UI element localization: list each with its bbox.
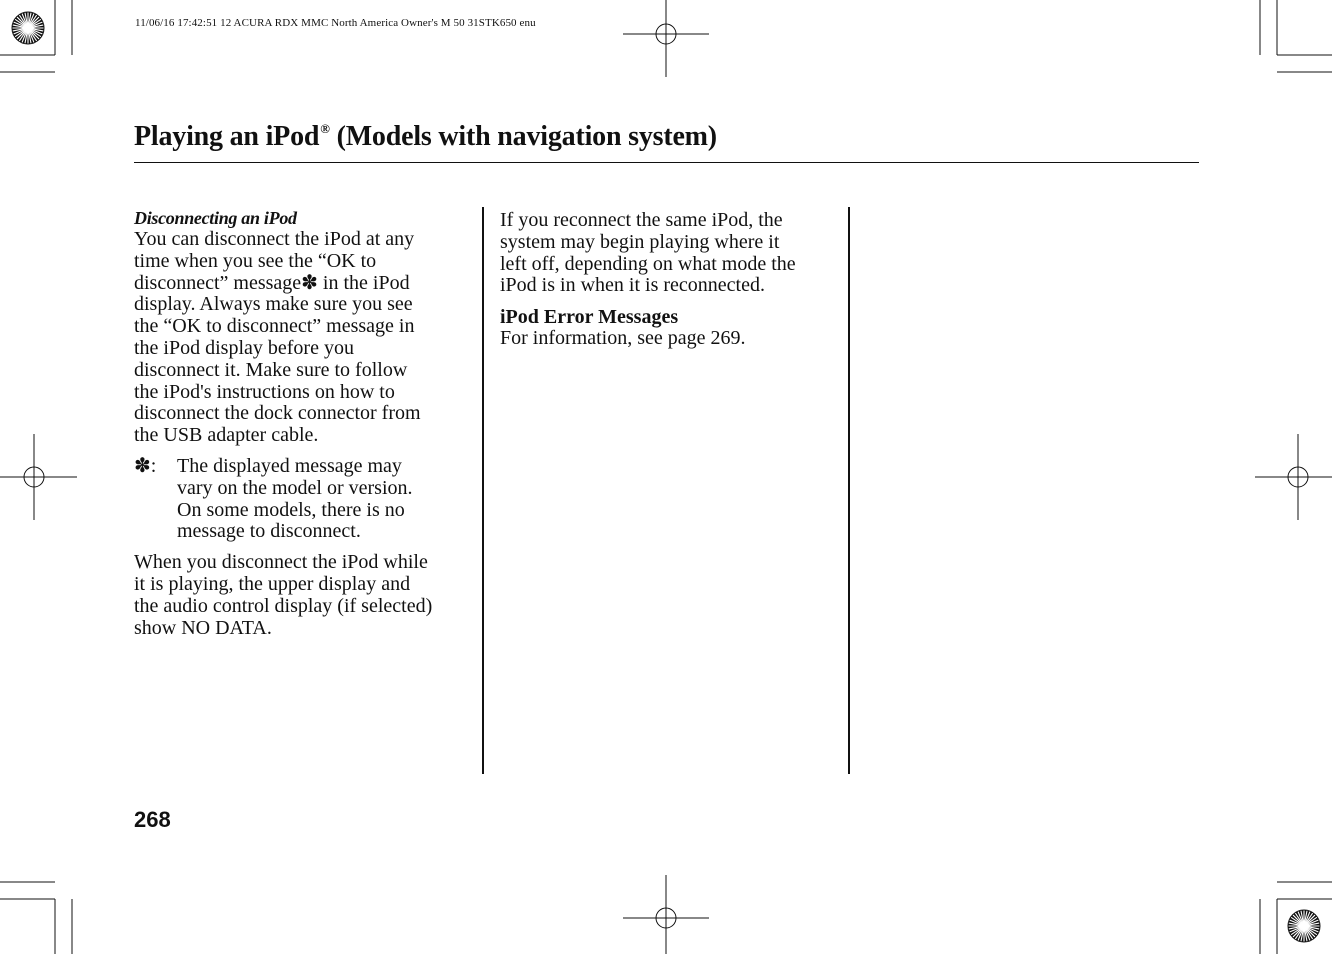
error-messages-paragraph: For information, see page 269. <box>500 327 746 350</box>
middle-column <box>500 210 840 350</box>
reconnect-paragraph: If you reconnect the same iPod, the system may begin playing where it left off, depending on what mode the iPod is in when it is reconnected. <box>500 209 796 297</box>
disconnecting-heading: Disconnecting an iPod <box>134 208 297 228</box>
registered-mark: ® <box>320 121 330 136</box>
print-header: 11/06/16 17:42:51 12 ACURA RDX MMC North America Owner's M 50 31STK650 enu <box>135 17 536 29</box>
column-divider-right <box>848 207 850 774</box>
page-title-main: Playing an iPod <box>134 121 320 152</box>
page-number: 268 <box>134 807 171 832</box>
no-data-paragraph: When you disconnect the iPod while it is playing, the upper display and the audio control display (if selected) show NO DATA. <box>134 551 433 639</box>
disconnect-paragraph: You can disconnect the iPod at any time when you see the “OK to disconnect” message✽ in the iPod display. Always make sure you see the “OK to disconnect” message in the iPod display before you disconnect it. Make sure to follow the iPod's instructions on how to disconnect the dock connector from the USB adapter cable. <box>134 228 421 447</box>
page-title <box>134 121 717 153</box>
error-messages-heading: iPod Error Messages <box>500 306 679 329</box>
page-title-suffix: (Models with navigation system) <box>329 121 717 152</box>
left-column <box>134 208 470 639</box>
title-rule <box>134 162 1199 163</box>
footnote-marker: ✽: <box>134 454 157 477</box>
footnote-text: The displayed message may vary on the model or version. On some models, there is no message to disconnect. <box>177 454 413 543</box>
footnote <box>134 456 470 543</box>
column-divider-left <box>482 207 484 774</box>
